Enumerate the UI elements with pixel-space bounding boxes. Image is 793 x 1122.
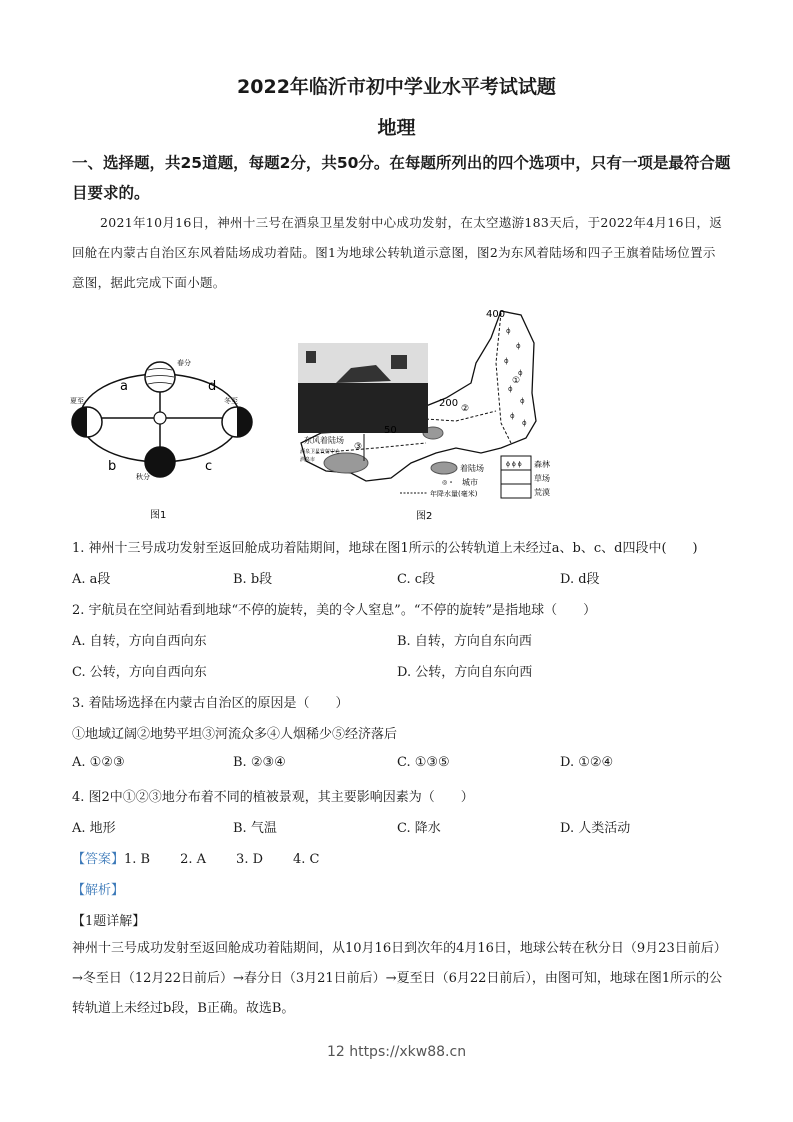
svg-text:酒泉市: 酒泉市 <box>300 457 316 463</box>
svg-text:年降水量(毫米): 年降水量(毫米) <box>430 490 478 498</box>
question-1-option-a[interactable]: A. a段 <box>72 572 111 587</box>
svg-text:ϕ: ϕ <box>520 397 525 405</box>
svg-text:酒泉卫星发射中心: 酒泉卫星发射中心 <box>300 449 341 455</box>
svg-text:图2: 图2 <box>416 511 433 522</box>
q1-detail-heading: 【1题详解】 <box>72 914 146 929</box>
answer-item: 2. A <box>180 852 207 867</box>
section-heading: 一、选择题，共25道题，每题2分，共50分。在每题所列出的四个选项中，只有一项是最符合题目要求的。 <box>72 154 731 202</box>
question-4-option-b[interactable]: B. 气温 <box>233 821 277 836</box>
question-1-option-b[interactable]: B. b段 <box>233 572 273 587</box>
svg-text:②: ② <box>461 404 470 414</box>
figure-2-landing-site-map <box>296 303 566 525</box>
subject-title: 地理 <box>377 117 416 139</box>
svg-text:着陆场: 着陆场 <box>460 464 484 473</box>
question-2-option-a[interactable]: A. 自转，方向自西向东 <box>72 634 207 649</box>
exam-title: 2022年临沂市初中学业水平考试试题 <box>237 76 556 98</box>
question-4-stem: 4. 图2中①②③地分布着不同的植被景观，其主要影响因素为（ ） <box>72 790 474 805</box>
question-1-option-d[interactable]: D. d段 <box>560 572 600 587</box>
page-footer: 12 https://xkw88.cn <box>326 1044 467 1060</box>
question-3-option-c[interactable]: C. ①③⑤ <box>397 755 450 770</box>
svg-text:秋分: 秋分 <box>136 473 150 481</box>
question-3-option-b[interactable]: B. ②③④ <box>233 755 286 770</box>
question-1-option-c[interactable]: C. c段 <box>397 572 436 587</box>
answer-item: 4. C <box>293 852 320 867</box>
question-3-option-a[interactable]: A. ①②③ <box>72 755 125 770</box>
svg-text:ϕ: ϕ <box>516 342 521 350</box>
svg-text:400: 400 <box>486 309 506 320</box>
svg-text:50: 50 <box>384 425 397 436</box>
question-4-option-d[interactable]: D. 人类活动 <box>560 821 631 836</box>
svg-text:a: a <box>120 379 128 394</box>
question-2-stem: 2. 宇航员在空间站看到地球“不停的旋转，美的令人窒息”。“不停的旋转”是指地球（ ） <box>72 603 597 618</box>
svg-text:森林: 森林 <box>534 460 550 469</box>
svg-text:200: 200 <box>439 398 459 409</box>
svg-text:草场: 草场 <box>534 474 550 483</box>
question-3-option-d[interactable]: D. ①②④ <box>560 755 614 770</box>
svg-text:春分: 春分 <box>177 359 191 367</box>
svg-text:冬至: 冬至 <box>224 397 238 405</box>
svg-text:ϕ: ϕ <box>510 412 515 420</box>
svg-text:图1: 图1 <box>150 510 167 521</box>
q1-detail-text: 神州十三号成功发射至返回舱成功着陆期间，从10月16日到次年的4月16日，地球公转在秋分日（9月23日前后）→冬至日（12月22日前后）→春分日（3月21日前后）→夏至日（6月22日前后），由图可知，地球在图1所示的公转轨道上未经过b段，B正确。故选B。 <box>72 941 727 1016</box>
svg-text:城市: 城市 <box>462 478 478 487</box>
svg-text:③: ③ <box>354 442 363 452</box>
answer-item: 3. D <box>236 852 264 867</box>
answer-tag: 【答案】 <box>72 852 125 867</box>
svg-text:ϕ: ϕ <box>518 369 523 377</box>
question-2-option-d[interactable]: D. 公转，方向自东向西 <box>397 665 533 680</box>
svg-text:ϕ: ϕ <box>508 385 513 393</box>
question-2-option-b[interactable]: B. 自转，方向自东向西 <box>397 634 532 649</box>
svg-text:ϕ: ϕ <box>506 327 511 335</box>
svg-text:b: b <box>108 459 117 474</box>
svg-text:d: d <box>208 379 217 394</box>
svg-text:ϕ ϕ ϕ: ϕ ϕ ϕ <box>506 461 522 468</box>
question-2-option-c[interactable]: C. 公转，方向自西向东 <box>72 665 207 680</box>
svg-text:荒漠: 荒漠 <box>534 488 550 497</box>
question-3-statements: ①地域辽阔②地势平坦③河流众多④人烟稀少⑤经济落后 <box>72 727 398 742</box>
analysis-tag: 【解析】 <box>72 883 125 898</box>
svg-text:①: ① <box>512 376 521 386</box>
svg-text:东风着陆场: 东风着陆场 <box>304 436 344 445</box>
question-3-stem: 3. 着陆场选择在内蒙古自治区的原因是（ ） <box>72 696 349 711</box>
svg-text:◎ ∘: ◎ ∘ <box>442 479 453 486</box>
question-4-option-c[interactable]: C. 降水 <box>397 821 441 836</box>
question-1-stem: 1. 神州十三号成功发射至返回舱成功着陆期间，地球在图1所示的公转轨道上未经过a、b、c、d四段中( ) <box>72 541 698 556</box>
svg-text:ϕ: ϕ <box>522 419 527 427</box>
answer-line <box>72 848 320 867</box>
figure-1-orbit-diagram <box>70 350 260 530</box>
svg-text:c: c <box>205 459 213 474</box>
intro-paragraph: 2021年10月16日，神州十三号在酒泉卫星发射中心成功发射，在太空遨游183天后，于2022年4月16日，返回舱在内蒙古自治区东风着陆场成功着陆。图1为地球公转轨道示意图，图2为东风着陆场和四子王旗着陆场位置示意图，据此完成下面小题。 <box>72 215 723 290</box>
svg-text:夏至: 夏至 <box>70 397 84 405</box>
answer-item: 1. B <box>124 852 151 867</box>
svg-text:ϕ: ϕ <box>504 357 509 365</box>
question-4-option-a[interactable]: A. 地形 <box>72 821 116 836</box>
